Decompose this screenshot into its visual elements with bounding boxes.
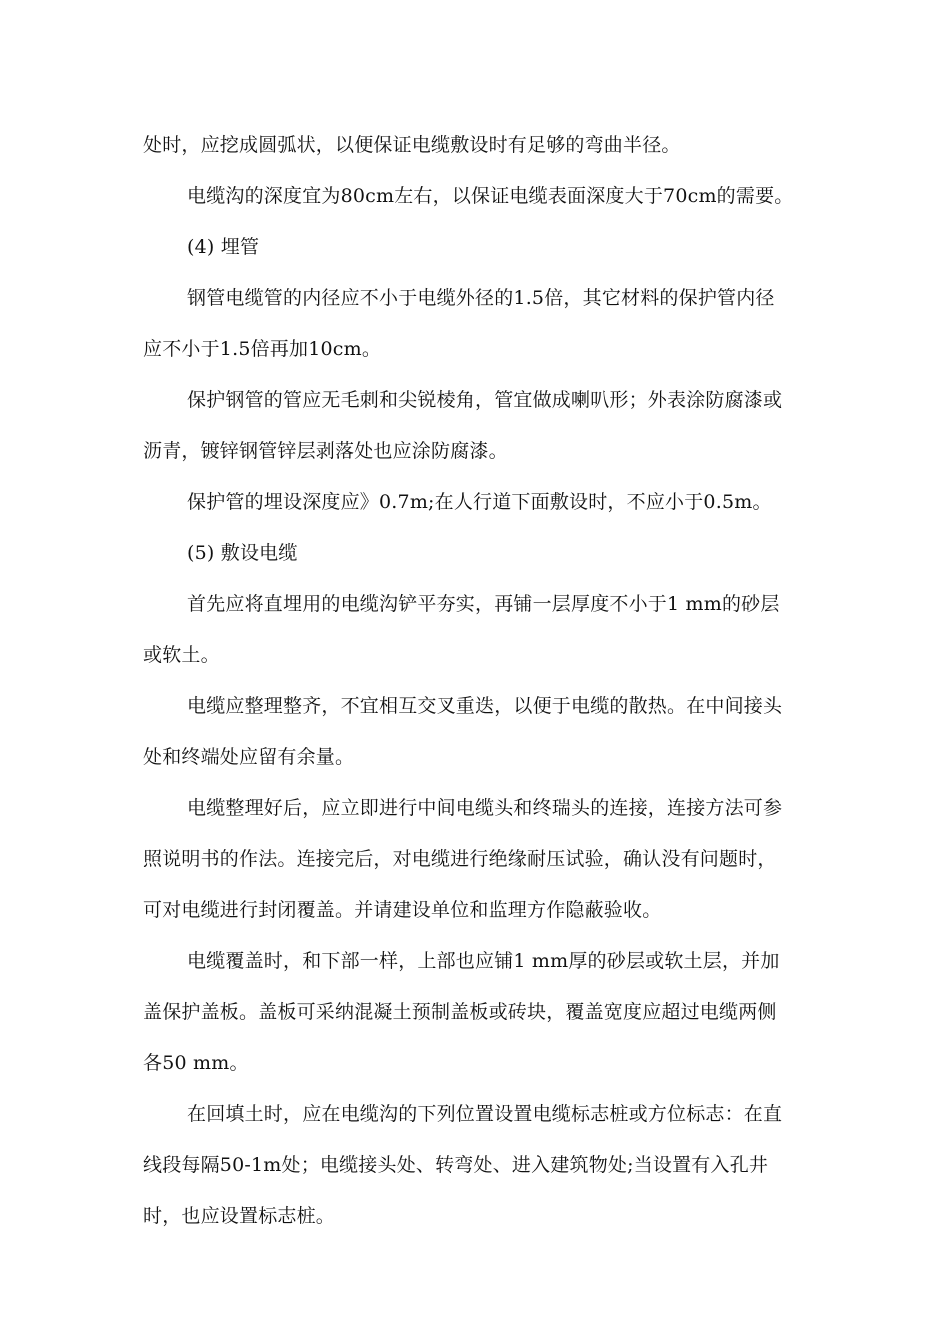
text-line: 电缆沟的深度宜为80cm左右，以保证电缆表面深度大于70cm的需要。 xyxy=(187,185,794,207)
text-line: 沥青，镀锌钢管锌层剥落处也应涂防腐漆。 xyxy=(143,440,508,462)
text-line: 时，也应设置标志桩。 xyxy=(143,1205,336,1227)
text-line: 照说明书的作法。连接完后，对电缆进行绝缘耐压试验，确认没有问题时， xyxy=(143,848,777,870)
text-line: 盖保护盖板。盖板可采纳混凝土预制盖板或砖块，覆盖宽度应超过电缆两侧 xyxy=(143,1001,777,1023)
text-line: 或软土。 xyxy=(143,644,220,666)
text-line: 保护钢管的管应无毛刺和尖锐棱角，管宜做成喇叭形；外表涂防腐漆或 xyxy=(187,389,783,411)
text-line: 在回填土时，应在电缆沟的下列位置设置电缆标志桩或方位标志：在直 xyxy=(187,1103,783,1125)
text-line: 首先应将直埋用的电缆沟铲平夯实，再铺一层厚度不小于1 mm的砂层 xyxy=(187,593,780,615)
text-line: 保护管的埋设深度应》0.7m;在人行道下面敷设时，不应小于0.5m。 xyxy=(187,491,772,513)
text-line: 处时，应挖成圆弧状，以便保证电缆敷设时有足够的弯曲半径。 xyxy=(143,134,681,156)
text-line: 电缆覆盖时，和下部一样，上部也应铺1 mm厚的砂层或软土层，并加 xyxy=(187,950,780,972)
text-line: 电缆整理好后，应立即进行中间电缆头和终瑞头的连接，连接方法可参 xyxy=(187,797,783,819)
text-line: 电缆应整理整齐，不宜相互交叉重迭，以便于电缆的散热。在中间接头 xyxy=(187,695,783,717)
text-line: 线段每隔50-1m处；电缆接头处、转弯处、进入建筑物处;当设置有入孔井 xyxy=(143,1154,769,1176)
text-line: 钢管电缆管的内径应不小于电缆外径的1.5倍，其它材料的保护管内径 xyxy=(187,287,775,309)
text-line: 各50 mm。 xyxy=(143,1052,249,1074)
section-heading: (4) 埋管 xyxy=(187,236,260,258)
text-line: 处和终端处应留有余量。 xyxy=(143,746,355,768)
document-body xyxy=(143,126,823,1248)
section-heading: (5) 敷设电缆 xyxy=(187,542,298,564)
text-line: 应不小于1.5倍再加10cm。 xyxy=(143,338,382,360)
text-line: 可对电缆进行封闭覆盖。并请建设单位和监理方作隐蔽验收。 xyxy=(143,899,662,921)
